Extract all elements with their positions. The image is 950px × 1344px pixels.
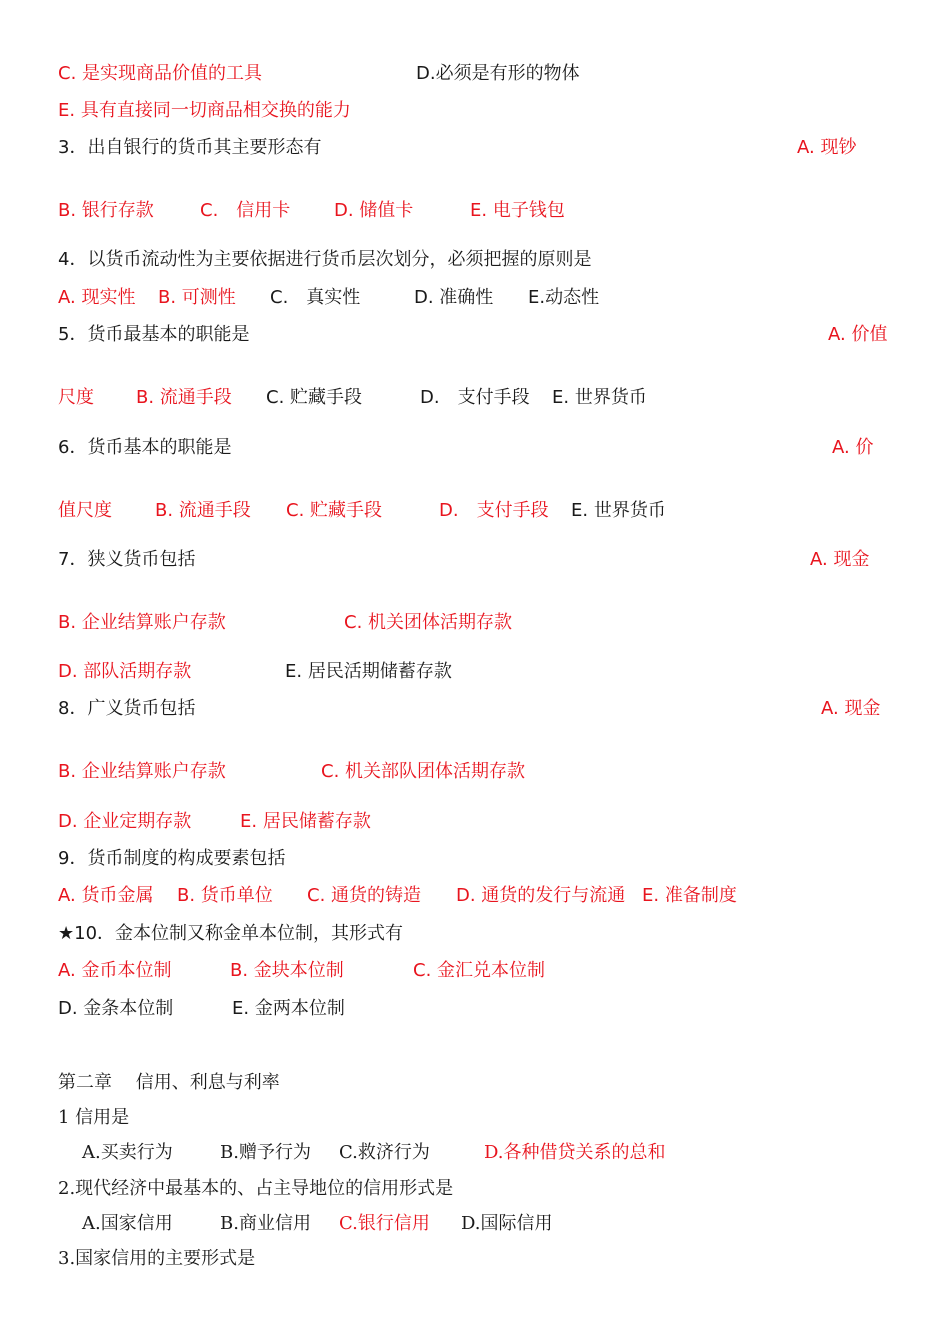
option-a-continued: 尺度 <box>58 387 94 408</box>
option-a-continued: 值尺度 <box>58 500 112 521</box>
option-e: E. 准备制度 <box>642 885 737 906</box>
question-stem: 4．以货币流动性为主要依据进行货币层次划分，必须把握的原则是 <box>58 249 592 270</box>
option-c: C. 贮藏手段 <box>266 387 363 408</box>
option-d: D.必须是有形的物体 <box>416 63 580 84</box>
option-a: A. 现钞 <box>797 137 857 158</box>
option-d: D. 金条本位制 <box>58 998 174 1019</box>
question-stem: 3.国家信用的主要形式是 <box>58 1248 256 1269</box>
option-a: A.国家信用 <box>82 1213 173 1234</box>
option-c: C. 真实性 <box>270 287 361 308</box>
question-stem: 1 信用是 <box>58 1107 130 1128</box>
question-stem: 2.现代经济中最基本的、占主导地位的信用形式是 <box>58 1178 454 1199</box>
question-stem: 3．出自银行的货币其主要形态有 <box>58 137 322 158</box>
option-e: E. 居民活期储蓄存款 <box>285 661 452 682</box>
option-b: B. 金块本位制 <box>230 960 344 981</box>
option-c: C. 金汇兑本位制 <box>413 960 546 981</box>
option-b: B.商业信用 <box>220 1213 311 1234</box>
option-a: A. 金币本位制 <box>58 960 172 981</box>
option-d: D. 通货的发行与流通 <box>456 885 626 906</box>
option-a: A.买卖行为 <box>82 1142 173 1163</box>
option-b: B.赠予行为 <box>220 1142 311 1163</box>
option-a: A. 价值 <box>828 324 888 345</box>
option-e: E. 金两本位制 <box>232 998 345 1019</box>
option-d: D.各种借贷关系的总和 <box>484 1142 666 1163</box>
option-d: D.国际信用 <box>461 1213 553 1234</box>
option-a: A. 现实性 <box>58 287 136 308</box>
option-b: B. 银行存款 <box>58 200 154 221</box>
option-c: C. 贮藏手段 <box>286 500 383 521</box>
option-e: E.动态性 <box>528 287 600 308</box>
option-a: A. 现金 <box>810 549 870 570</box>
question-stem: ★10．金本位制又称金单本位制，其形式有 <box>58 923 404 944</box>
option-c: C.救济行为 <box>339 1142 430 1163</box>
option-e: E. 世界货币 <box>552 387 647 408</box>
option-c: C. 机关部队团体活期存款 <box>321 761 526 782</box>
option-a: A. 价 <box>832 437 874 458</box>
question-stem: 6．货币基本的职能是 <box>58 437 232 458</box>
option-d: D. 部队活期存款 <box>58 661 192 682</box>
option-e: E. 居民储蓄存款 <box>240 811 371 832</box>
question-stem: 9．货币制度的构成要素包括 <box>58 848 286 869</box>
option-c: C.银行信用 <box>339 1213 430 1234</box>
question-stem: 8．广义货币包括 <box>58 698 196 719</box>
question-stem: 7．狭义货币包括 <box>58 549 196 570</box>
option-b: B. 流通手段 <box>136 387 232 408</box>
option-c: C. 是实现商品价值的工具 <box>58 63 263 84</box>
question-stem: 5．货币最基本的职能是 <box>58 324 250 345</box>
option-c: C. 信用卡 <box>200 200 291 221</box>
option-e: E. 世界货币 <box>571 500 666 521</box>
option-c: C. 通货的铸造 <box>307 885 422 906</box>
option-e: E. 具有直接同一切商品相交换的能力 <box>58 100 351 121</box>
option-d: D. 储值卡 <box>334 200 414 221</box>
option-d: D. 支付手段 <box>420 387 530 408</box>
option-b: B. 可测性 <box>158 287 236 308</box>
option-e: E. 电子钱包 <box>470 200 565 221</box>
option-d: D. 支付手段 <box>439 500 549 521</box>
chapter-title: 第二章 信用、利息与利率 <box>58 1072 280 1093</box>
option-d: D. 企业定期存款 <box>58 811 192 832</box>
option-b: B. 货币单位 <box>177 885 273 906</box>
option-a: A. 货币金属 <box>58 885 154 906</box>
option-b: B. 企业结算账户存款 <box>58 612 226 633</box>
option-c: C. 机关团体活期存款 <box>344 612 513 633</box>
option-d: D. 准确性 <box>414 287 494 308</box>
option-b: B. 企业结算账户存款 <box>58 761 226 782</box>
option-a: A. 现金 <box>821 698 881 719</box>
option-b: B. 流通手段 <box>155 500 251 521</box>
